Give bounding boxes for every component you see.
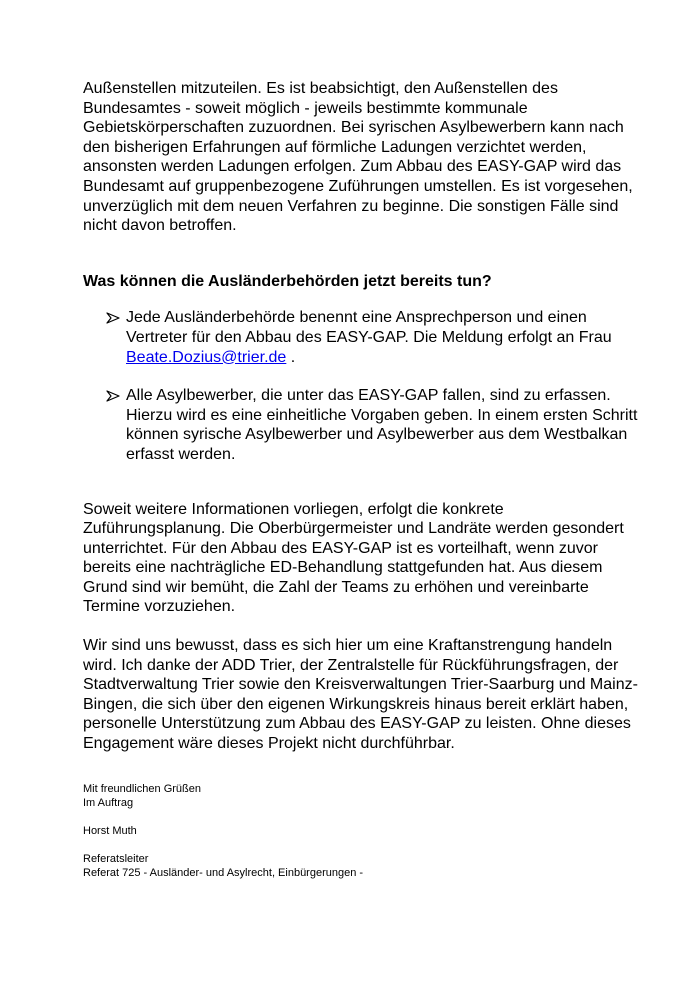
signatory-department: Referat 725 - Ausländer- und Asylrecht, Einbürgerungen - — [83, 866, 364, 879]
signature-name-block — [83, 824, 643, 838]
thanks-paragraph: Wir sind uns bewusst, dass es sich hier um eine Kraftanstrengung handeln wird. Ich danke der ADD Trier, der Zentralstelle für Rückführungsfragen, der Stadtverwaltung Trier sowie den Kreisverwaltungen Trier-Saarburg und Mainz-Bingen, die sich über den eigenen Wirkungskreis hinaus bereit erklärt haben, personelle Unterstützung zum Abbau des EASY-GAP zu leisten. Ohne dieses Engagement wäre dieses Projekt nicht durchführbar. — [83, 637, 638, 753]
bullet-text-suffix: . — [286, 348, 296, 366]
section-heading: Was können die Ausländerbehörden jetzt bereits tun? — [83, 272, 492, 290]
signatory-name: Horst Muth — [83, 824, 137, 837]
bullet-item-capture — [83, 386, 643, 464]
bullet-text-capture: Alle Asylbewerber, die unter das EASY-GAP fallen, sind zu erfassen. Hierzu wird es eine einheitliche Vorgaben geben. In einem ersten Schritt können syrische Asylbewerber und Asylbewerber aus dem Westbalkan erfasst werden. — [126, 387, 638, 463]
email-link[interactable]: Beate.Dozius@trier.de — [126, 348, 287, 366]
arrowhead-bullet-icon — [106, 308, 120, 328]
info-paragraph: Soweit weitere Informationen vorliegen, erfolgt die konkrete Zuführungsplanung. Die Oberbürgermeister und Landräte werden gesondert unterrichtet. Für den Abbau des EASY-GAP ist es vorteilhaft, wenn zuvor bereits eine nachträgliche ED-Behandlung stattgefunden hat. Aus diesem Grund sind wir bemüht, die Zahl der Teams zu erhöhen und vereinbarte Termine vorzuziehen. — [83, 500, 624, 616]
document-page — [83, 79, 643, 880]
bullet-item-contact — [83, 308, 643, 367]
bullet-text-contact: Jede Ausländerbehörde benennt eine Ansprechperson und einen Vertreter für den Abbau des EASY-GAP. Die Meldung erfolgt an Frau — [126, 309, 612, 346]
closing-on-behalf: Im Auftrag — [83, 796, 134, 809]
closing-greeting: Mit freundlichen Grüßen — [83, 782, 201, 795]
signatory-title-block — [83, 852, 643, 880]
bullet-list — [83, 308, 643, 464]
arrowhead-bullet-icon — [106, 386, 120, 406]
signatory-title: Referatsleiter — [83, 852, 149, 865]
closing-block — [83, 782, 643, 810]
intro-paragraph: Außenstellen mitzuteilen. Es ist beabsichtigt, den Außenstellen des Bundesamtes - soweit möglich - jeweils bestimmte kommunale Gebietskörperschaften zuzuordnen. Bei syrischen Asylbewerbern kann nach den bisherigen Erfahrungen auf förmliche Ladungen verzichtet werden, ansonsten werden Ladungen erfolgen. Zum Abbau des EASY-GAP wird das Bundesamt auf gruppenbezogene Zuführungen umstellen. Es ist vorgesehen, unverzüglich mit dem neuen Verfahren zu beginne. Die sonstigen Fälle sind nicht davon betroffen. — [83, 80, 633, 235]
